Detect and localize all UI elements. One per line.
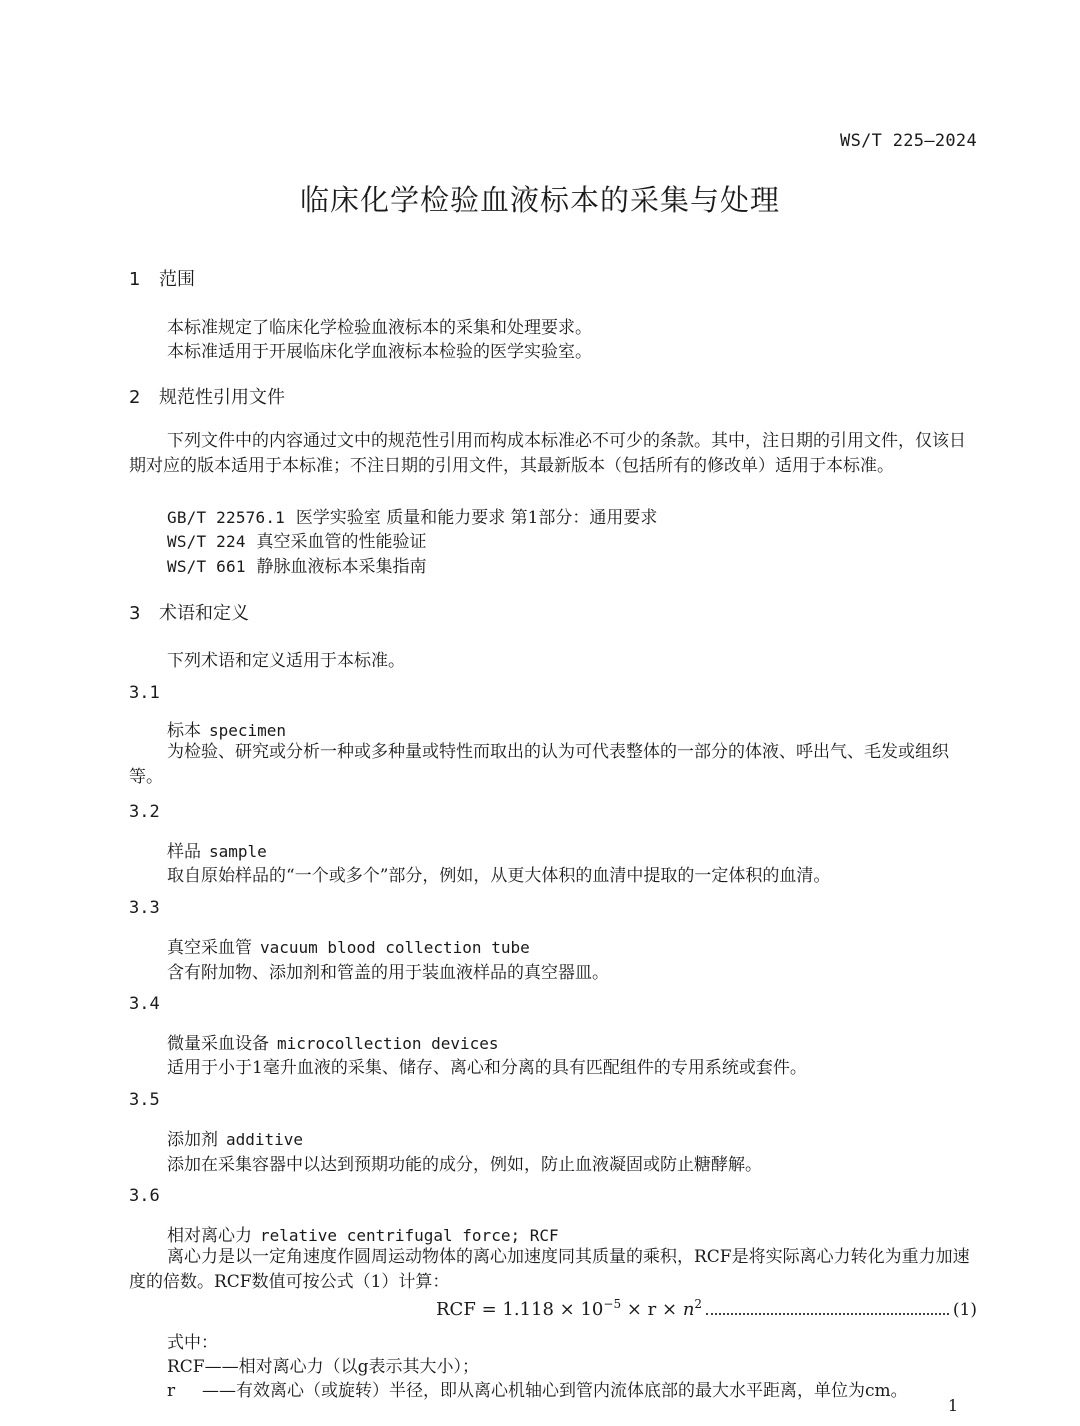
reference-code: WS/T 661 — [167, 557, 246, 576]
leader-dots — [706, 1313, 949, 1315]
term-en: microcollection devices — [277, 1034, 499, 1053]
standard-code: WS/T 225—2024 — [840, 131, 977, 151]
reference-item — [167, 552, 426, 577]
normative-references-paragraph: 下列文件中的内容通过文中的规范性引用而构成本标准必不可少的条款。其中，注日期的引用文件，仅该日期对应的版本适用于本标准；不注日期的引用文件，其最新版本（包括所有的修改单）适用于本标准。 — [129, 431, 966, 476]
reference-code: WS/T 224 — [167, 532, 246, 551]
reference-title: 真空采血管的性能验证 — [256, 532, 427, 552]
term-definition: 含有附加物、添加剂和管盖的用于装血液样品的真空器皿。 — [167, 963, 609, 983]
reference-item — [167, 503, 657, 528]
section-title: 术语和定义 — [159, 603, 249, 624]
terms-intro: 下列术语和定义适用于本标准。 — [167, 651, 405, 671]
term-en: vacuum blood collection tube — [260, 938, 530, 957]
term-en: additive — [226, 1130, 304, 1149]
term-heading — [167, 933, 530, 958]
formula-label: (1) — [952, 1300, 977, 1320]
document-title: 临床化学检验血液标本的采集与处理 — [299, 183, 780, 217]
term-number: 3.5 — [129, 1090, 160, 1110]
term-definition: 适用于小于1毫升血液的采集、储存、离心和分离的具有匹配组件的专用系统或套件。 — [167, 1058, 807, 1078]
term-heading — [167, 1125, 303, 1150]
where-item: RCF——相对离心力（以g表示其大小）； — [167, 1357, 479, 1377]
term-cn: 真空采血管 — [167, 938, 252, 958]
formula-1 — [436, 1297, 977, 1320]
page-number: 1 — [947, 1396, 958, 1415]
section-heading-3 — [129, 599, 249, 625]
term-number: 3.1 — [129, 683, 160, 703]
section-heading-2 — [129, 383, 285, 409]
reference-title: 静脉血液标本采集指南 — [256, 557, 427, 577]
term-definition: 添加在采集容器中以达到预期功能的成分，例如，防止血液凝固或防止糖酵解。 — [167, 1155, 762, 1175]
where-description: 有效离心（或旋转）半径，即从离心机轴心到管内流体底部的最大水平距离，单位为cm。 — [236, 1381, 908, 1401]
section-title: 范围 — [159, 269, 195, 290]
term-number: 3.2 — [129, 802, 160, 822]
term-number: 3.6 — [129, 1186, 160, 1206]
term-en: relative centrifugal force; RCF — [260, 1226, 559, 1245]
section-heading-1 — [129, 265, 195, 291]
scope-paragraph-1: 本标准规定了临床化学检验血液标本的采集和处理要求。 — [167, 318, 592, 338]
term-definition: 为检验、研究或分析一种或多种量或特性而取出的认为可代表整体的一部分的体液、呼出气、毛发或组织等。 — [129, 742, 949, 787]
scope-paragraph-2: 本标准适用于开展临床化学血液标本检验的医学实验室。 — [167, 342, 592, 362]
term-cn: 微量采血设备 — [167, 1034, 269, 1054]
formula-expression: RCF = $1.118 \times 10^{-5} \times r \times n^2$ — [436, 1297, 703, 1320]
section-number: 2 — [129, 387, 141, 408]
term-cn: 样品 — [167, 842, 201, 862]
term-number: 3.3 — [129, 898, 160, 918]
term-cn: 添加剂 — [167, 1130, 218, 1150]
term-cn: 相对离心力 — [167, 1226, 252, 1246]
reference-item — [167, 527, 426, 552]
reference-code: GB/T 22576.1 — [167, 508, 285, 527]
section-number: 3 — [129, 603, 141, 624]
term-en: specimen — [209, 721, 287, 740]
term-heading — [167, 716, 286, 741]
where-intro: 式中： — [167, 1333, 218, 1353]
term-cn: 标本 — [167, 721, 201, 741]
term-heading — [167, 1029, 499, 1054]
reference-title: 医学实验室 质量和能力要求 第1部分：通用要求 — [295, 508, 658, 528]
section-title: 规范性引用文件 — [159, 387, 285, 408]
term-en: sample — [209, 842, 267, 861]
term-definition: 离心力是以一定角速度作圆周运动物体的离心加速度同其质量的乘积，RCF是将实际离心力转化为重力加速度的倍数。RCF数值可按公式（1）计算： — [129, 1247, 970, 1292]
section-number: 1 — [129, 269, 141, 290]
where-symbol: r — [167, 1381, 176, 1401]
where-description: 相对离心力（以g表示其大小）； — [238, 1357, 479, 1377]
term-heading — [167, 1221, 559, 1246]
where-symbol: RCF — [167, 1357, 205, 1377]
where-item: r ——有效离心（或旋转）半径，即从离心机轴心到管内流体底部的最大水平距离，单位为cm。 — [167, 1381, 908, 1401]
term-number: 3.4 — [129, 994, 160, 1014]
term-heading — [167, 837, 267, 862]
term-definition: 取自原始样品的“一个或多个”部分，例如，从更大体积的血清中提取的一定体积的血清。 — [167, 866, 831, 886]
